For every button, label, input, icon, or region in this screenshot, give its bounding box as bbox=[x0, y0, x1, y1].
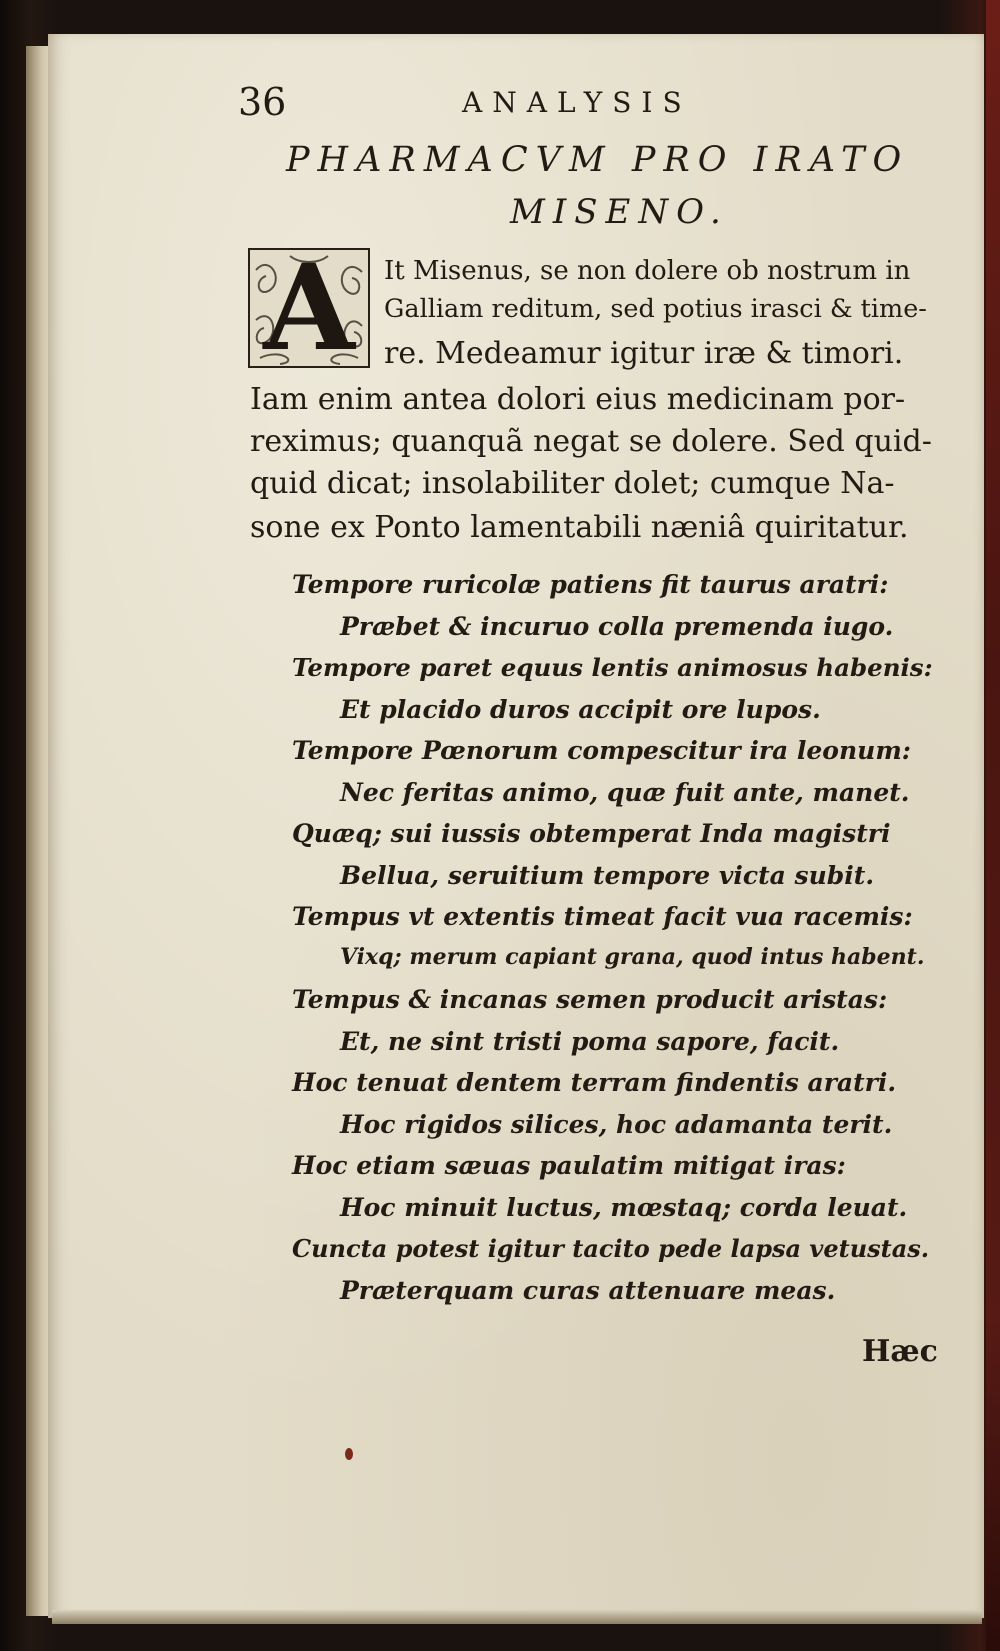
verse-line: Tempus & incanas semen producit aristas: bbox=[292, 985, 888, 1014]
section-title: PHARMACVM PRO IRATO bbox=[286, 140, 910, 180]
verse-line: Tempore Pœnorum compescitur ira leonum: bbox=[292, 736, 912, 765]
verse-line: Hoc tenuat dentem terram findentis aratri. bbox=[292, 1068, 897, 1097]
book-cover-edge bbox=[986, 0, 1000, 1651]
verse-line: Bellua, seruitium tempore victa subit. bbox=[340, 860, 875, 890]
page-number: 36 bbox=[238, 80, 287, 124]
initial-letter: A bbox=[263, 248, 355, 368]
prose-line: sone ex Ponto lamentabili næniâ quiritatur. bbox=[250, 510, 909, 545]
verse-line: Tempore paret equus lentis animosus habenis: bbox=[292, 653, 933, 682]
prose-line: reximus; quanquã negat se dolere. Sed quid- bbox=[250, 424, 932, 459]
verse-line: Et placido duros accipit ore lupos. bbox=[340, 694, 821, 724]
verse-line: Vixq; merum capiant grana, quod intus habent. bbox=[340, 943, 925, 970]
prose-line: It Misenus, se non dolere ob nostrum in bbox=[384, 256, 911, 286]
prose-line: Iam enim antea dolori eius medicinam por- bbox=[250, 382, 906, 417]
catchword: Hæc bbox=[862, 1334, 938, 1369]
page-header bbox=[0, 80, 1000, 130]
verse-line: Hoc etiam sæuas paulatim mitigat iras: bbox=[292, 1151, 846, 1180]
verse-line: Hoc rigidos silices, hoc adamanta terit. bbox=[340, 1109, 893, 1139]
prose-line: quid dicat; insolabiliter dolet; cumque Na- bbox=[250, 466, 895, 501]
verse-line: Nec feritas animo, quæ fuit ante, manet. bbox=[340, 777, 910, 807]
section-title-line2: MISENO. bbox=[510, 192, 729, 232]
running-head: ANALYSIS bbox=[462, 86, 692, 119]
prose-line: Galliam reditum, sed potius irasci & time- bbox=[384, 294, 927, 324]
ink-spot bbox=[345, 1448, 353, 1460]
verse-line: Tempus vt extentis timeat facit vua racemis: bbox=[292, 902, 913, 931]
verse-line: Cuncta potest igitur tacito pede lapsa vetustas. bbox=[292, 1234, 930, 1263]
verse-line: Quæq; sui iussis obtemperat Inda magistri bbox=[292, 819, 891, 848]
page-bottom-edge bbox=[52, 1610, 982, 1624]
prose-line: re. Medeamur igitur iræ & timori. bbox=[384, 336, 904, 371]
verse-line: Præbet & incuruo colla premenda iugo. bbox=[340, 611, 894, 641]
verse-line: Tempore ruricolæ patiens fit taurus aratri: bbox=[292, 570, 889, 599]
verse-line: Præterquam curas attenuare meas. bbox=[340, 1275, 836, 1305]
decorated-initial bbox=[248, 248, 370, 368]
verse-line: Hoc minuit luctus, mœstaq; corda leuat. bbox=[340, 1192, 908, 1222]
verse-line: Et, ne sint tristi poma sapore, facit. bbox=[340, 1026, 840, 1056]
